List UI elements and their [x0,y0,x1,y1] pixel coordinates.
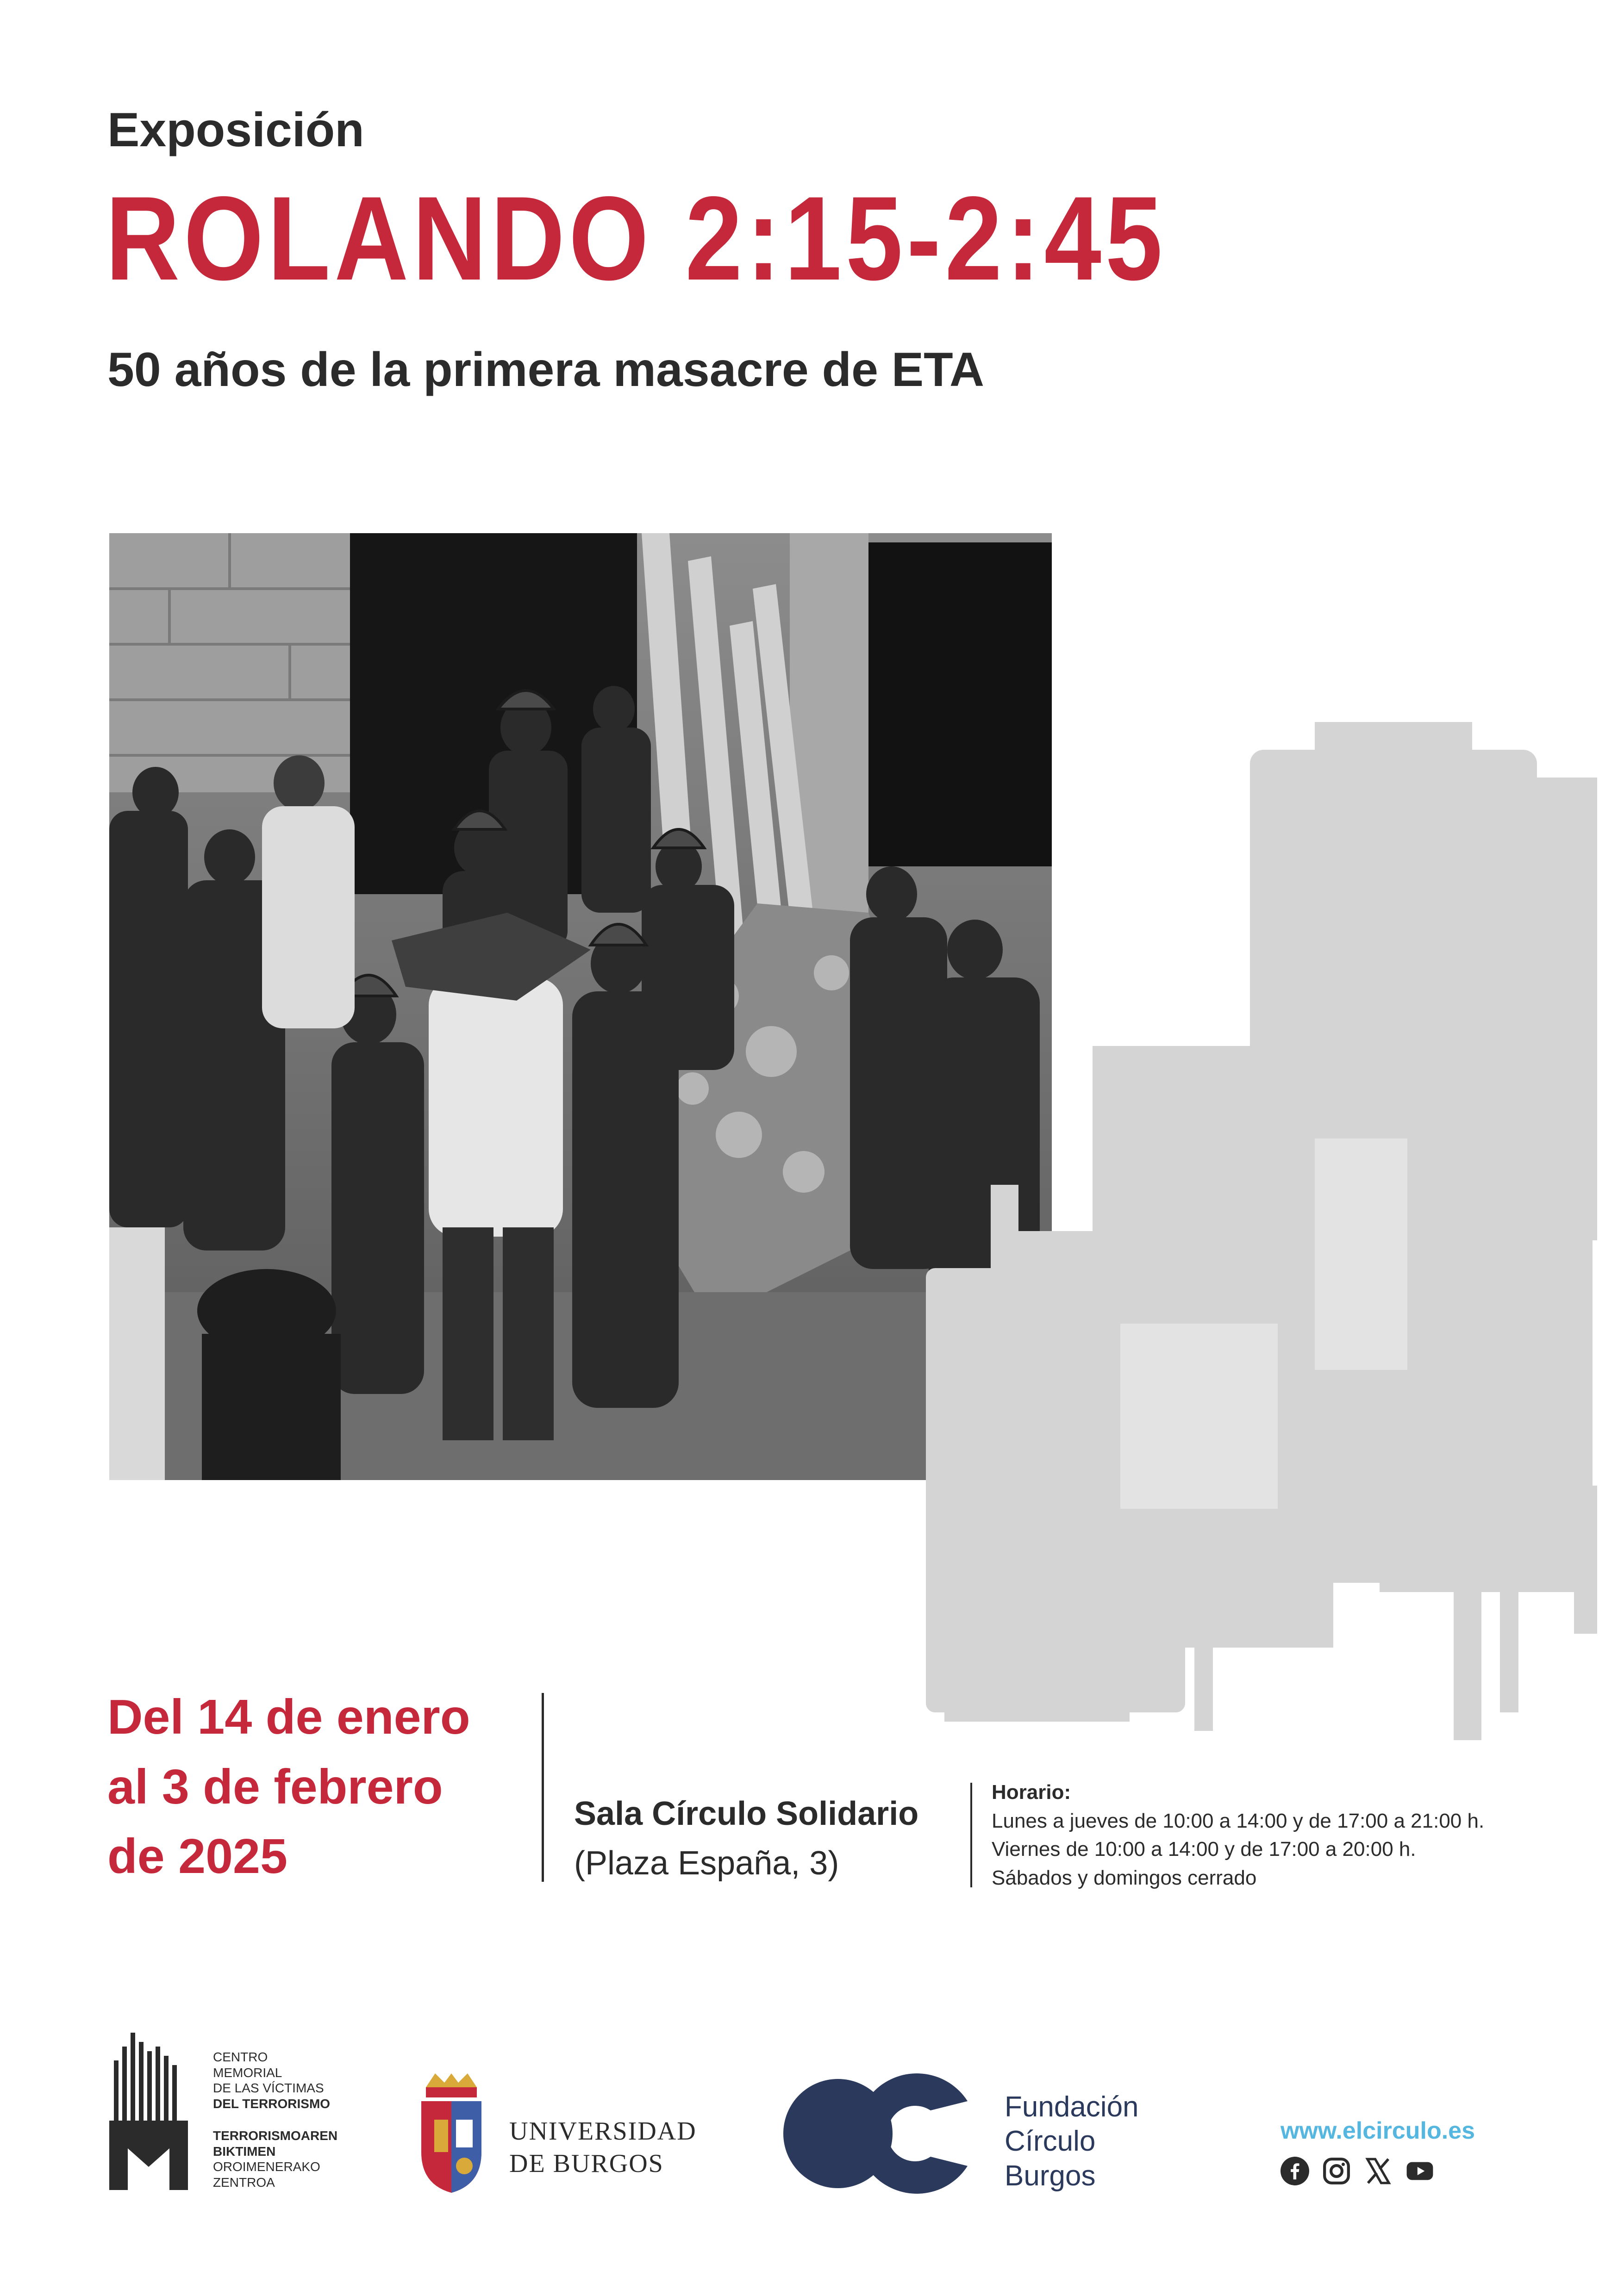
fcb-logo-mark [782,2069,977,2198]
hours-line-3: Sábados y domingos cerrado [992,1866,1257,1889]
ubu-crest-icon [417,2073,486,2194]
exhibition-title: ROLANDO 2:15-2:45 [106,171,1167,305]
social-links [1280,2157,1434,2185]
cmvt-eu-line-4: ZENTROA [213,2175,275,2190]
exhibition-dates [107,1682,570,1892]
dates-line-3: de 2025 [107,1829,287,1884]
x-icon[interactable] [1364,2157,1393,2185]
fcb-line-1: Fundación [1005,2091,1139,2123]
cmvt-es-line-2: MEMORIAL [213,2065,282,2080]
dates-line-2: al 3 de febrero [107,1759,443,1814]
cmvt-eu-line-1: TERRORISMOAREN [213,2128,338,2143]
fcb-line-3: Burgos [1005,2159,1096,2192]
gray-brush-stroke [898,722,1624,1759]
youtube-icon[interactable] [1405,2157,1434,2185]
exhibition-subtitle: 50 años de la primera masacre de ETA [107,343,985,397]
fcb-logo [782,2069,1190,2198]
cmvt-es-line-4: DEL TERRORISMO [213,2096,331,2111]
cmvt-logo [109,2033,369,2190]
fcb-line-2: Círculo [1005,2125,1096,2158]
hours-line-2: Viernes de 10:00 a 14:00 y de 17:00 a 20:00 h. [992,1838,1416,1861]
ubu-text [509,2115,697,2180]
dates-line-1: Del 14 de enero [107,1690,470,1744]
ubu-logo [417,2073,713,2194]
website-link[interactable]: www.elcirculo.es [1280,2117,1475,2144]
fcb-text [1005,2090,1139,2193]
ubu-line-1: UNIVERSIDAD [509,2117,697,2146]
cmvt-eu-line-2: BIKTIMEN [213,2144,276,2159]
opening-hours [992,1778,1593,1892]
divider-right [970,1783,972,1887]
instagram-icon[interactable] [1322,2157,1351,2185]
ubu-line-2: DE BURGOS [509,2149,664,2178]
cmvt-text-eu [213,2128,337,2190]
cmvt-eu-line-3: OROIMENERAKO [213,2159,320,2174]
cmvt-es-line-1: CENTRO [213,2050,268,2064]
hours-heading: Horario: [992,1781,1071,1804]
divider-left [542,1693,544,1882]
hours-line-1: Lunes a jueves de 10:00 a 14:00 y de 17:00 a 21:00 h. [992,1809,1485,1832]
venue-address: (Plaza España, 3) [574,1845,839,1882]
cmvt-text-es [213,2049,330,2111]
venue-name: Sala Círculo Solidario [574,1795,919,1832]
cmvt-es-line-3: DE LAS VÍCTIMAS [213,2081,324,2096]
cmvt-logo-mark [109,2033,193,2190]
facebook-icon[interactable] [1280,2157,1309,2185]
exhibition-kicker: Exposición [107,103,364,157]
